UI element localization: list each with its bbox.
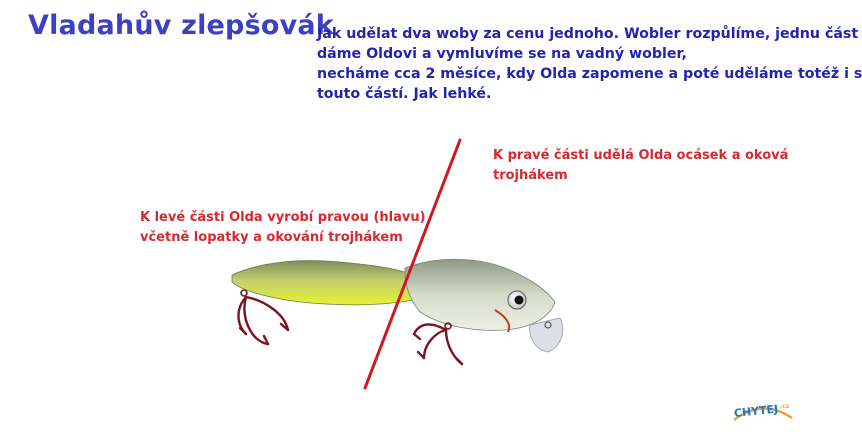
intro-line: touto částí. Jak lehké. <box>317 86 492 102</box>
right-part-note <box>493 146 788 186</box>
intro-line: necháme cca 2 měsíce, kdy Olda zapomene a poté uděláme totéž i s <box>317 66 862 82</box>
lure-head-section <box>405 259 555 330</box>
lure-tail-section <box>232 261 413 305</box>
note-line: trojhákem <box>493 168 568 183</box>
right-treble-hook-icon <box>414 323 462 364</box>
intro-line: dáme Oldovi a vymluvíme se na vadný wobler, <box>317 46 687 62</box>
intro-line: Jak udělat dva woby za cenu jednoho. Wobler rozpůlíme, jednu část <box>317 26 859 42</box>
page-title: Vladahův zlepšovák <box>28 10 334 41</box>
note-line: včetně lopatky a okování trojhákem <box>140 230 403 245</box>
logo-suffix: .cz <box>780 403 790 410</box>
logo-text: CHYTEJ <box>733 402 779 421</box>
chytej-logo <box>728 390 798 430</box>
note-line: K levé části Olda vyrobí pravou (hlavu) <box>140 210 426 225</box>
left-part-note <box>140 208 426 248</box>
note-line: K pravé části udělá Olda ocásek a oková <box>493 148 789 163</box>
